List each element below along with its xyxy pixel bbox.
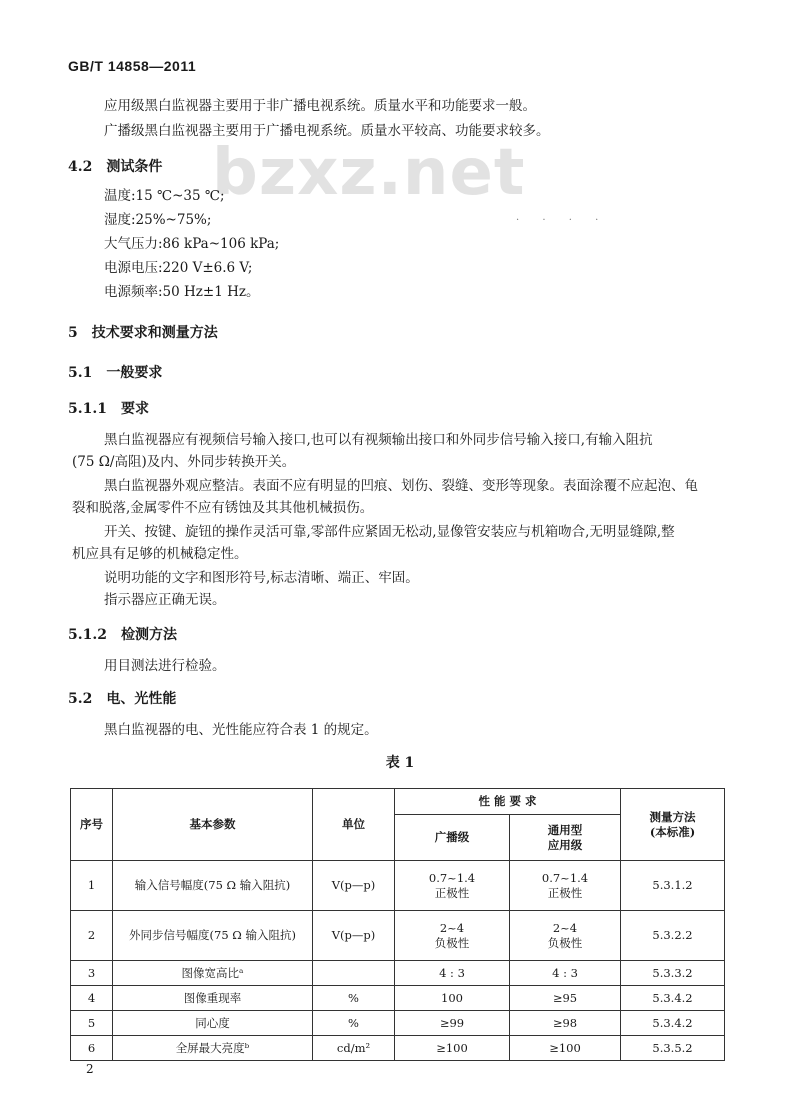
table-row bbox=[71, 1036, 725, 1061]
cell-param: 图像重现率 bbox=[113, 986, 313, 1011]
header-method-line1: 测量方法 bbox=[649, 809, 696, 824]
intro-line-2: 广播级黑白监视器主要用于广播电视系统。质量水平较高、功能要求较多。 bbox=[104, 123, 550, 139]
req-para-2a: 黑白监视器外观应整洁。表面不应有明显的凹痕、划伤、裂缝、变形等现象。表面涂覆不应起泡、龟 bbox=[104, 478, 698, 494]
cell-application: ≥98 bbox=[510, 1011, 621, 1036]
cell-unit: V(p—p) bbox=[313, 911, 395, 961]
header-app-line2: 应用级 bbox=[547, 837, 583, 852]
table-row bbox=[71, 861, 725, 911]
condition-humidity: 湿度:25%~75%; bbox=[104, 212, 212, 228]
cell-broadcast: 4 : 3 bbox=[395, 961, 510, 986]
cell-unit bbox=[313, 961, 395, 986]
cell-application bbox=[510, 911, 621, 961]
cell-broadcast: ≥100 bbox=[395, 1036, 510, 1061]
header-performance: 性 能 要 求 bbox=[395, 789, 621, 815]
cell-broadcast-value: 2~4 bbox=[439, 920, 465, 935]
cell-unit: cd/m² bbox=[313, 1036, 395, 1061]
standard-code: GB/T 14858—2011 bbox=[68, 58, 197, 74]
req-para-1b: (75 Ω/高阻)及内、外同步转换开关。 bbox=[72, 454, 296, 470]
cell-method: 5.3.1.2 bbox=[621, 861, 725, 911]
table-row bbox=[71, 986, 725, 1011]
req-para-3b: 机应具有足够的机械稳定性。 bbox=[72, 546, 248, 562]
cell-unit: V(p—p) bbox=[313, 861, 395, 911]
cell-broadcast bbox=[395, 911, 510, 961]
cell-param: 全屏最大亮度ᵇ bbox=[113, 1036, 313, 1061]
cell-application-value: 2~4 bbox=[552, 920, 578, 935]
cell-param: 输入信号幅度(75 Ω 输入阻抗) bbox=[113, 861, 313, 911]
cell-unit: % bbox=[313, 986, 395, 1011]
cell-no: 2 bbox=[71, 911, 113, 961]
req-para-1a: 黑白监视器应有视频信号输入接口,也可以有视频输出接口和外同步信号输入接口,有输入阻抗 bbox=[104, 432, 653, 448]
cell-param: 外同步信号幅度(75 Ω 输入阻抗) bbox=[113, 911, 313, 961]
cell-broadcast-note: 负极性 bbox=[434, 935, 470, 950]
page-number: 2 bbox=[86, 1062, 94, 1076]
cell-method: 5.3.2.2 bbox=[621, 911, 725, 961]
scan-dots: . . . . bbox=[516, 212, 609, 223]
section-5-2-heading: 5.2 电、光性能 bbox=[68, 691, 177, 707]
cell-broadcast: ≥99 bbox=[395, 1011, 510, 1036]
cell-no: 5 bbox=[71, 1011, 113, 1036]
cell-method: 5.3.5.2 bbox=[621, 1036, 725, 1061]
condition-voltage: 电源电压:220 V±6.6 V; bbox=[104, 260, 253, 276]
table-caption: 表 1 bbox=[385, 755, 415, 771]
req-para-3a: 开关、按键、旋钮的操作灵活可靠,零部件应紧固无松动,显像管安装应与机箱吻合,无明显缝隙,整 bbox=[104, 524, 675, 540]
cell-param: 同心度 bbox=[113, 1011, 313, 1036]
header-unit: 单位 bbox=[313, 789, 395, 861]
table-row bbox=[71, 961, 725, 986]
intro-line-1: 应用级黑白监视器主要用于非广播电视系统。质量水平和功能要求一般。 bbox=[104, 98, 536, 114]
cell-method: 5.3.4.2 bbox=[621, 1011, 725, 1036]
cell-application-note: 正极性 bbox=[547, 885, 583, 900]
header-method bbox=[621, 789, 725, 861]
header-app-line1: 通用型 bbox=[547, 822, 583, 837]
cell-broadcast: 100 bbox=[395, 986, 510, 1011]
cell-broadcast bbox=[395, 861, 510, 911]
section-5-1-heading: 5.1 一般要求 bbox=[68, 365, 163, 381]
table-row bbox=[71, 911, 725, 961]
section-5-1-1-heading: 5.1.1 要求 bbox=[68, 401, 149, 417]
watermark: bzxz.net bbox=[212, 136, 526, 210]
condition-frequency: 电源频率:50 Hz±1 Hz。 bbox=[104, 284, 260, 300]
cell-no: 4 bbox=[71, 986, 113, 1011]
header-no: 序号 bbox=[71, 789, 113, 861]
condition-pressure: 大气压力:86 kPa~106 kPa; bbox=[104, 236, 280, 252]
header-param: 基本参数 bbox=[113, 789, 313, 861]
cell-broadcast-value: 0.7~1.4 bbox=[428, 870, 476, 885]
cell-application-value: 0.7~1.4 bbox=[541, 870, 589, 885]
cell-no: 1 bbox=[71, 861, 113, 911]
cell-application-note: 负极性 bbox=[547, 935, 583, 950]
cell-application: ≥95 bbox=[510, 986, 621, 1011]
section-5-1-2-heading: 5.1.2 检测方法 bbox=[68, 627, 177, 643]
cell-no: 3 bbox=[71, 961, 113, 986]
cell-unit: % bbox=[313, 1011, 395, 1036]
table-row bbox=[71, 1011, 725, 1036]
cell-application: 4 : 3 bbox=[510, 961, 621, 986]
cell-no: 6 bbox=[71, 1036, 113, 1061]
method-text: 用目测法进行检验。 bbox=[104, 658, 226, 674]
section-5-heading: 5 技术要求和测量方法 bbox=[68, 325, 218, 341]
performance-table bbox=[70, 788, 725, 1061]
section-4-2-heading: 4.2 测试条件 bbox=[68, 159, 163, 175]
table-reference-text: 黑白监视器的电、光性能应符合表 1 的规定。 bbox=[104, 722, 378, 738]
cell-method: 5.3.4.2 bbox=[621, 986, 725, 1011]
req-para-2b: 裂和脱落,金属零件不应有锈蚀及其其他机械损伤。 bbox=[72, 500, 374, 516]
cell-application: ≥100 bbox=[510, 1036, 621, 1061]
req-para-4: 说明功能的文字和图形符号,标志清晰、端正、牢固。 bbox=[104, 570, 419, 586]
header-broadcast: 广播级 bbox=[395, 815, 510, 861]
cell-broadcast-note: 正极性 bbox=[434, 885, 470, 900]
condition-temperature: 温度:15 ℃~35 ℃; bbox=[104, 188, 225, 204]
header-method-line2: (本标准) bbox=[649, 824, 696, 839]
req-para-5: 指示器应正确无误。 bbox=[104, 592, 226, 608]
cell-method: 5.3.3.2 bbox=[621, 961, 725, 986]
cell-application bbox=[510, 861, 621, 911]
header-application bbox=[510, 815, 621, 861]
cell-param: 图像宽高比ᵃ bbox=[113, 961, 313, 986]
